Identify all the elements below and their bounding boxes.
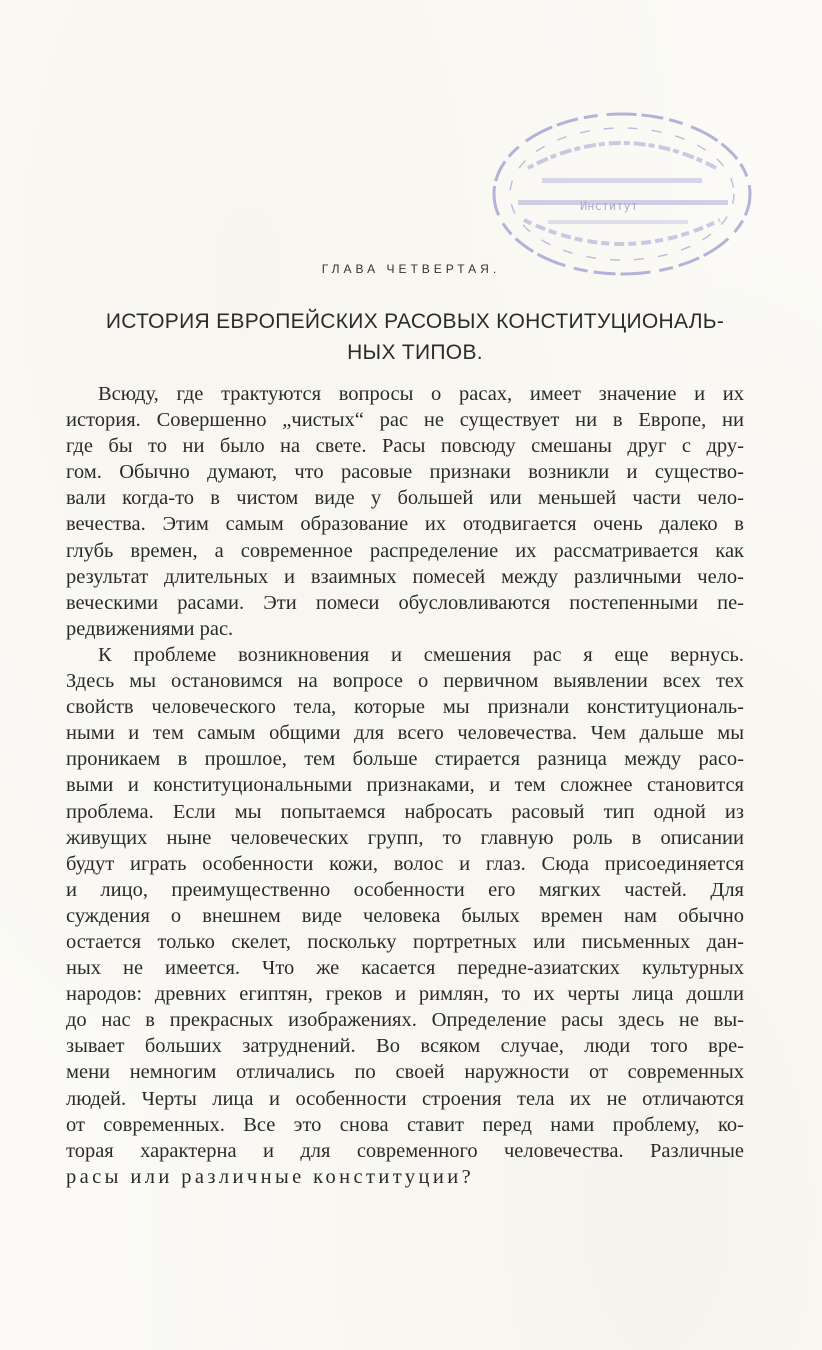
text-line: глубь времен, а современное распределение их рассматривается как	[66, 539, 744, 562]
text-line: до нас в прекрасных изображениях. Определение расы здесь не вы-	[66, 1009, 744, 1032]
text-line: ными и тем самым общими для всего человечества. Чем дальше мы	[66, 722, 744, 745]
text-line: ных не имеется. Что же касается передне-азиатских культурных	[66, 957, 744, 980]
text-line: от современных. Все это снова ставит перед нами проблему, ко-	[66, 1113, 744, 1136]
text-line: вечества. Этим самым образование их отодвигается очень далеко в	[66, 513, 744, 536]
text-line: проблема. Если мы попытаемся набросать расовый тип одной из	[66, 800, 744, 823]
text-line: зывает больших затруднений. Во всяком случае, люди того вре-	[66, 1035, 744, 1058]
text-line: живущих ныне человеческих групп, то главную роль в описании	[66, 826, 744, 849]
text-line: суждения о внешнем виде человека былых времен нам обычно	[66, 904, 744, 927]
text-line: Всюду, где трактуются вопросы о расах, имеет значение и их	[98, 383, 744, 405]
text-line: история. Совершенно „чистых“ рас не существует ни в Европе, ни	[66, 409, 744, 432]
text-line: будут играть особенности кожи, волос и глаз. Сюда присоединяется	[66, 852, 744, 875]
text-line: и лицо, преимущественно особенности его мягких частей. Для	[66, 878, 744, 901]
text-line: людей. Черты лица и особенности строения тела их не отличаются	[66, 1087, 744, 1110]
chapter-label: ГЛАВА ЧЕТВЕРТАЯ.	[321, 262, 501, 276]
text-line: свойств человеческого тела, которые мы признали конституциональ-	[66, 696, 744, 719]
text-line: редвижениями рас.	[66, 617, 234, 640]
chapter-title	[60, 306, 770, 368]
text-line: народов: древних египтян, греков и римлян, то их черты лица дошли	[66, 983, 744, 1006]
text-line: выми и конституциональными признаками, и тем сложнее становится	[66, 774, 744, 797]
chapter-title-line: НЫХ ТИПОВ.	[347, 341, 483, 364]
text-line: мени немногим отличались по своей наружности от современных	[66, 1061, 744, 1084]
text-line: К проблеме возникновения и смешения рас я еще вернусь.	[98, 643, 744, 666]
text-line: результат длительных и взаимных помесей между различными чело-	[66, 565, 744, 588]
text-line: где бы то ни было на свете. Расы повсюду смешаны друг с дру-	[66, 435, 744, 458]
chapter-title-line: ИСТОРИЯ ЕВРОПЕЙСКИХ РАСОВЫХ КОНСТИТУЦИОНАЛЬ-	[105, 310, 725, 333]
text-line: вали когда-то в чистом виде у большей или меньшей части чело-	[66, 487, 744, 510]
text-line: остается только скелет, поскольку портретных или письменных дан-	[66, 930, 744, 953]
chapter-body-text	[66, 381, 744, 1190]
library-stamp	[488, 108, 756, 280]
text-line: проникаем в прошлое, тем больше стирается разница между расо-	[66, 748, 744, 771]
stamp-text: Институт	[580, 199, 638, 213]
text-line: Здесь мы остановимся на вопросе о первичном выявлении всех тех	[66, 670, 744, 693]
text-line: расы или различные конституции?	[66, 1165, 475, 1188]
text-line: веческими расами. Эти помеси обусловливаются постепенными пе-	[66, 591, 744, 614]
text-line: торая характерна и для современного человечества. Различные	[66, 1139, 744, 1162]
text-line: гом. Обычно думают, что расовые признаки возникли и существо-	[66, 461, 744, 484]
